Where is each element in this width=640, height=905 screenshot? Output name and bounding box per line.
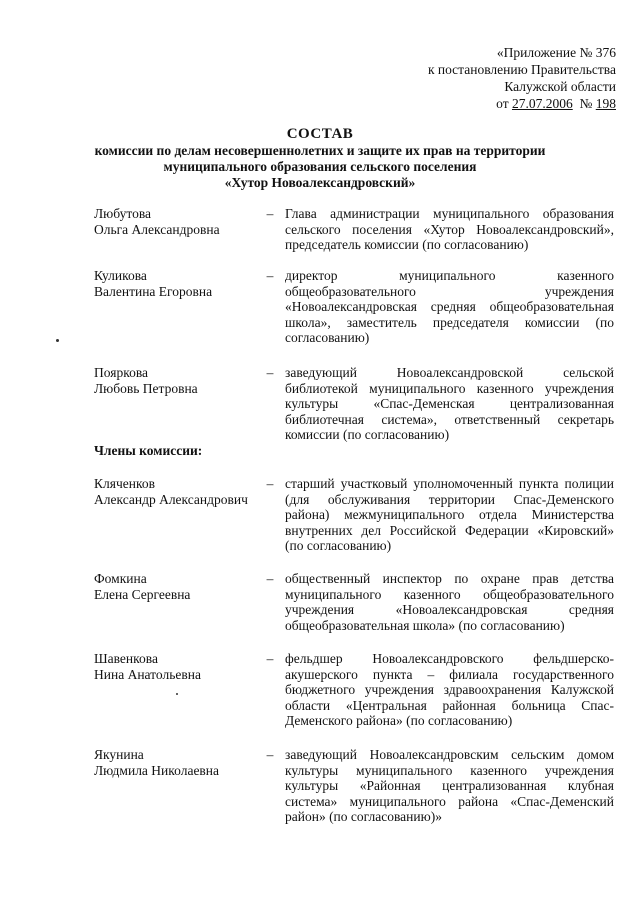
person-given-names: Любовь Петровна [94, 380, 198, 396]
appendix-date: 27.07.2006 [511, 96, 573, 111]
appendix-region: Калужской области [504, 79, 616, 94]
person-surname: Шавенкова [94, 651, 158, 666]
person-role: фельдшер Новоалександровского фельдшерско-акушерского пункта – филиала государственного бюджетного учреждения здравоохранения Калужской области «Центральная районная больница Спас-Деменского района» (по согласованию) [285, 651, 614, 729]
appendix-date-line: от 27.07.2006 № 198 [496, 96, 616, 111]
person-surname: Любутова [94, 206, 152, 221]
entry-dash: – [266, 206, 274, 221]
person-given-names: Ольга Александровна [94, 221, 220, 237]
person-name [94, 268, 264, 299]
document-title [60, 125, 580, 191]
person-given-names: Валентина Егоровна [94, 283, 213, 299]
entry-dash: – [266, 747, 274, 762]
title-line-2: муниципального образования сельского поселения [163, 159, 477, 174]
entry-dash: – [266, 651, 274, 666]
person-name [94, 476, 264, 507]
person-surname: Пояркова [94, 365, 149, 380]
entry-dash: – [266, 476, 274, 491]
scan-speck [176, 693, 178, 695]
person-surname: Фомкина [94, 571, 147, 586]
person-name [94, 651, 264, 682]
appendix-number: «Приложение № 376 [496, 45, 616, 60]
person-role: Глава администрации муниципального образования сельского поселения «Хутор Новоалександровский», председатель комиссии (по согласованию) [285, 206, 614, 253]
person-surname: Кляченков [94, 476, 155, 491]
person-given-names: Александр Александрович [94, 491, 248, 507]
person-given-names: Нина Анатольевна [94, 666, 201, 682]
members-heading: Члены комиссии: [94, 443, 203, 458]
title-main: СОСТАВ [286, 126, 354, 142]
appendix-resolution-ref: к постановлению Правительства [427, 62, 616, 77]
person-given-names: Людмила Николаевна [94, 762, 220, 778]
title-line-1: комиссии по делам несовершеннолетних и защите их прав на территории [94, 143, 546, 158]
person-name [94, 747, 264, 778]
person-name [94, 206, 264, 237]
person-role: заведующий Новоалександровским сельским домом культуры муниципального казенного учреждения культуры «Районная централизованная клубная система» муниципального района «Спас-Деменский район» (по согласованию)» [285, 747, 614, 825]
person-role: заведующий Новоалександровской сельской библиотекой муниципального казенного учреждения культуры «Спас-Деменская централизованная библиотечная система», ответственный секретарь комиссии (по согласованию) [285, 365, 614, 443]
person-surname: Якунина [94, 747, 144, 762]
entry-dash: – [266, 268, 274, 283]
appendix-resolution-number: 198 [595, 96, 616, 111]
appendix-header [428, 44, 616, 112]
entry-dash: – [266, 571, 274, 586]
person-role: общественный инспектор по охране прав детства муниципального казенного общеобразовательного учреждения «Новоалександровская средняя общеобразовательная школа» (по согласованию) [285, 571, 614, 633]
scan-speck [56, 339, 59, 342]
person-role: старший участковый уполномоченный пункта полиции (для обслуживания территории Спас-Деменского района) межмуниципального отдела Министерства внутренних дел Российской Федерации «Кировский» (по согласованию) [285, 476, 614, 554]
person-surname: Куликова [94, 268, 147, 283]
entry-dash: – [266, 365, 274, 380]
person-name [94, 365, 264, 396]
person-given-names: Елена Сергеевна [94, 586, 191, 602]
title-line-3: «Хутор Новоалександровский» [224, 175, 416, 190]
person-name [94, 571, 264, 602]
person-role: директор муниципального казенного общеобразовательного учреждения «Новоалександровская средняя общеобразовательная школа», заместитель председателя комиссии (по согласованию) [285, 268, 614, 346]
